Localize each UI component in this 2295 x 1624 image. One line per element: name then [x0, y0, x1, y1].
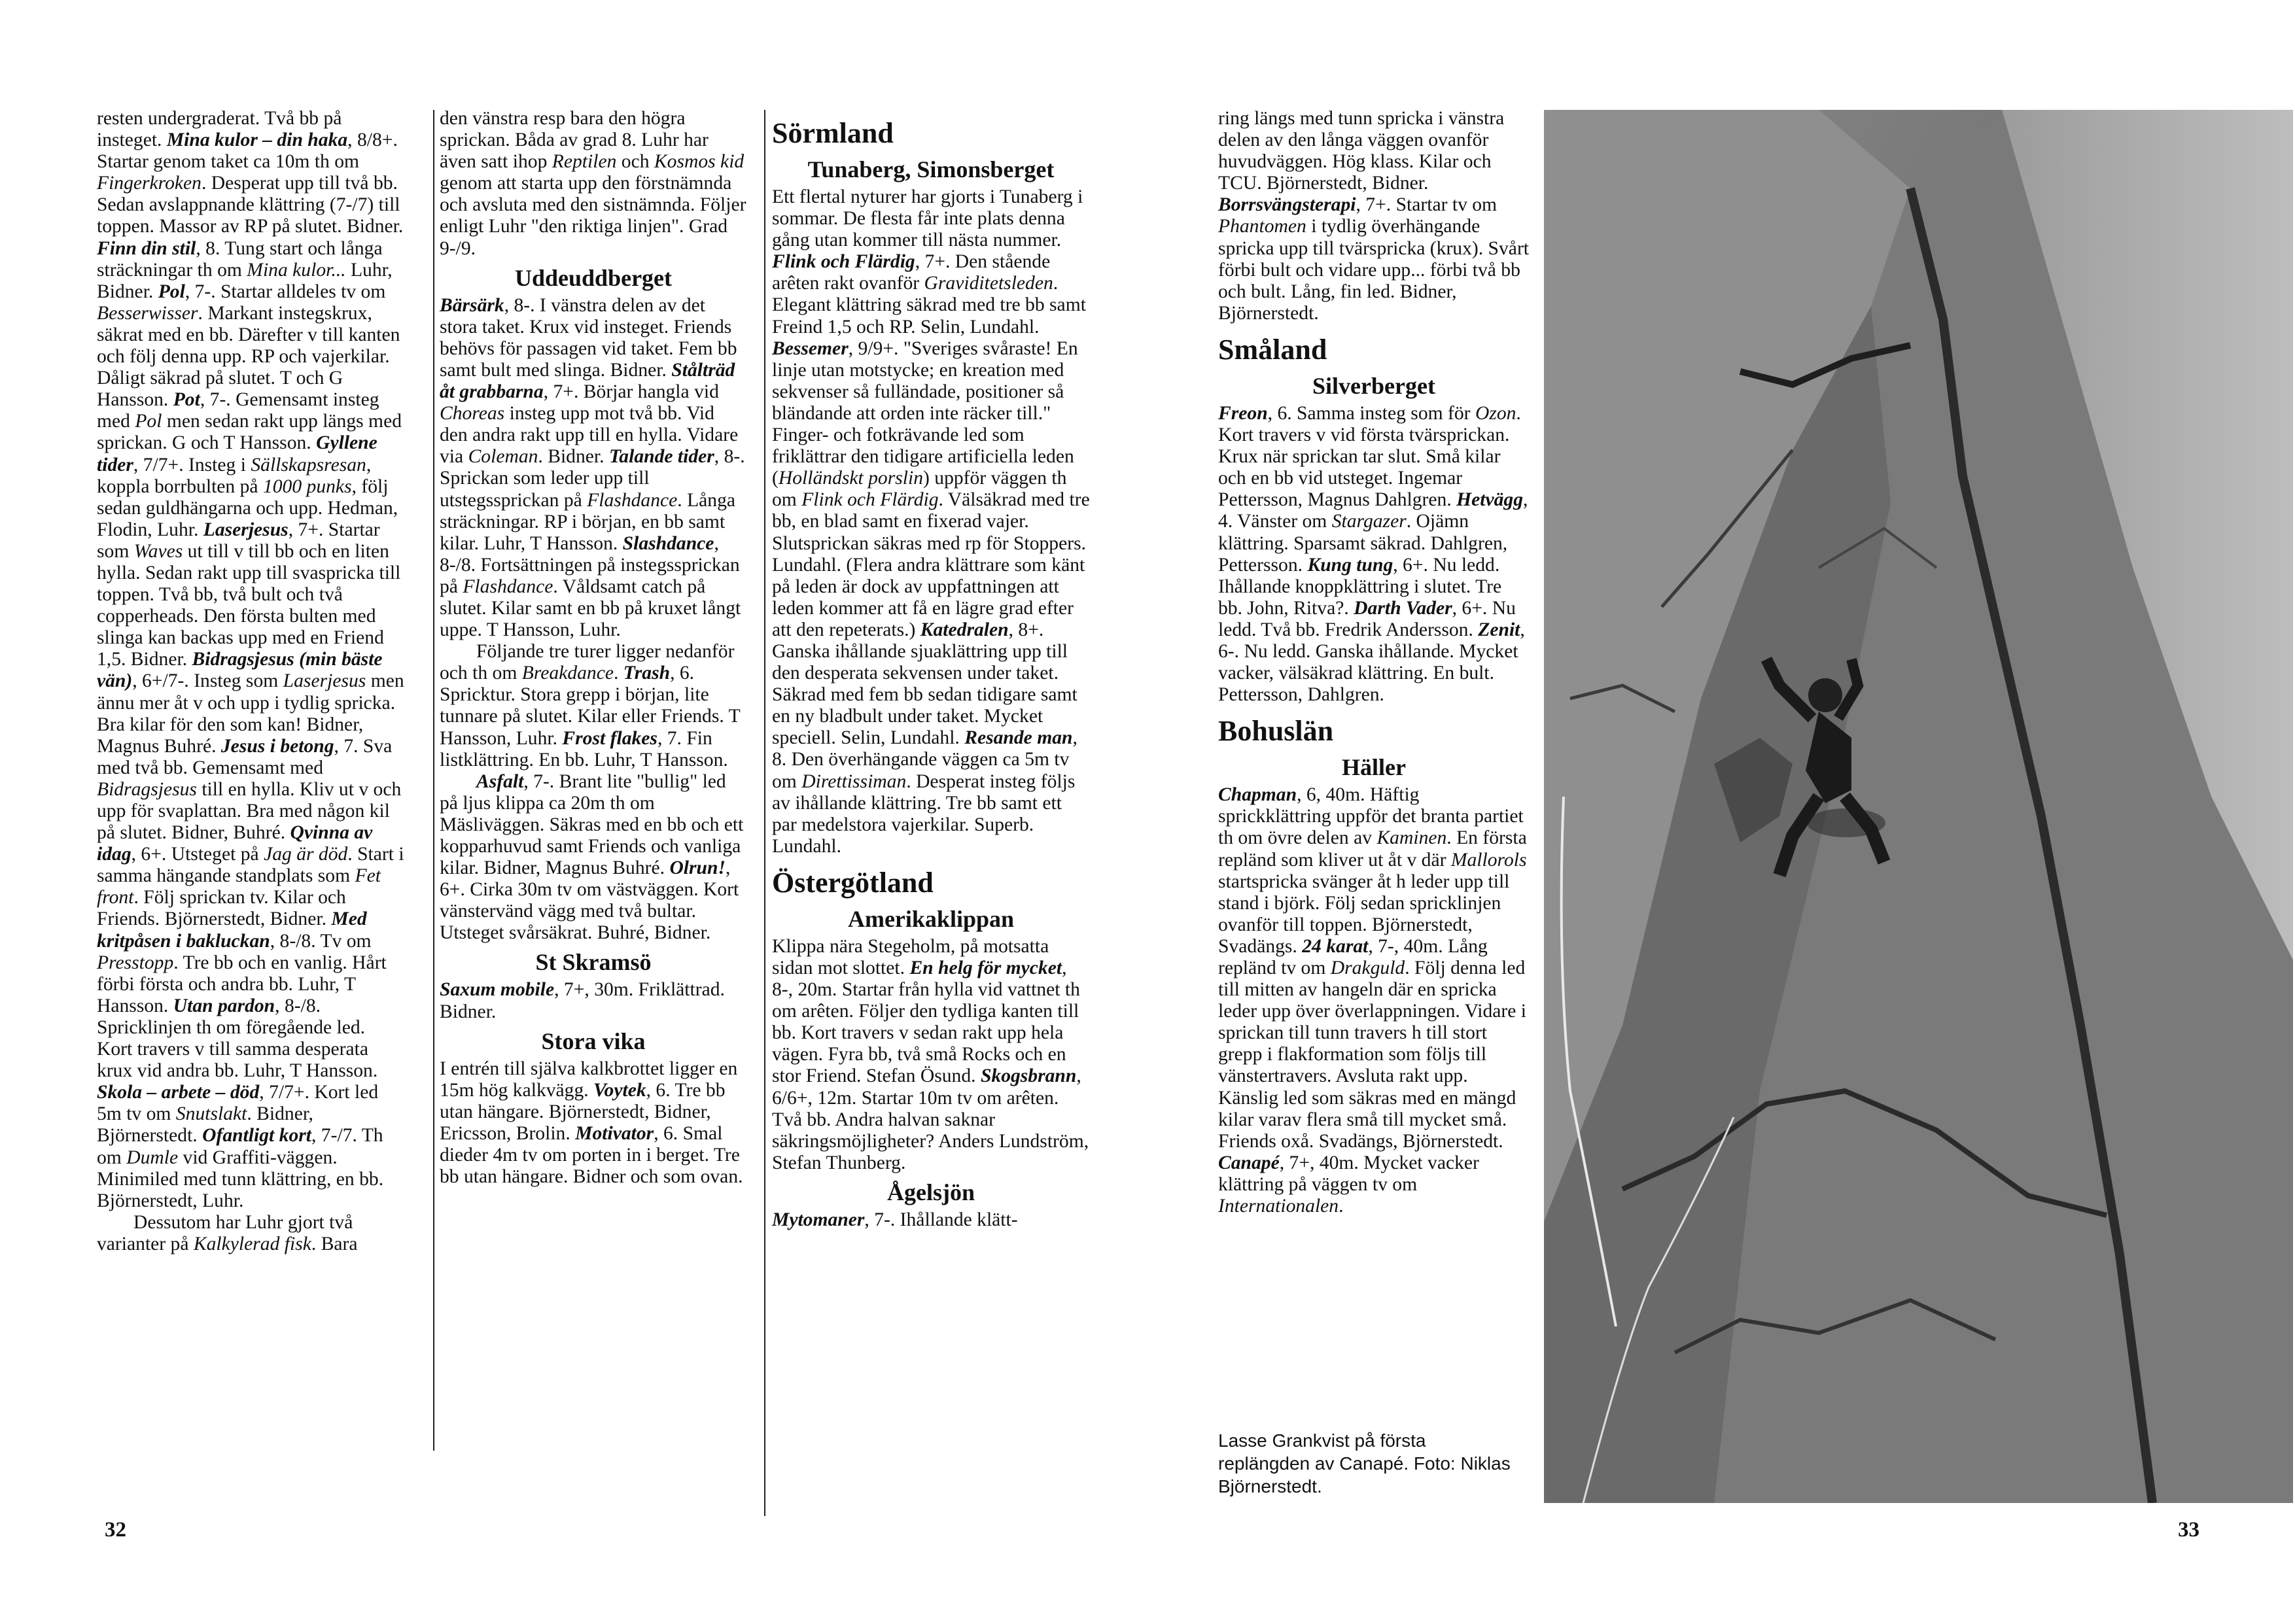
article-column-4: ring längs med tunn spricka i vänstra delen av den långa väggen ovanför huvudväggen. Hög klass. Kilar och TCU. Björnerstedt, Bidner. Borrsvängsterapi, 7+. Startar tv om Phantomen i tydlig överhängande spricka upp till tvärspricka (krux). Svårt förbi bult och vidare upp... förbi två bb och bult. Lång, fin led. Bidner, Björnerstedt. Småland Silverberget Freon, 6. Samma insteg som för Ozon. Kort travers v vid första tvärsprickan. Krux när sprickan tar slut. Små kilar och en bb vid utsteget. Ingemar Pettersson, Magnus Dahlgren. Hetvägg, 4. Vänster om Stargazer. Ojämn klättring. Sparsamt säkrad. Dahlgren, Pettersson. Kung tung, 6+. Nu ledd. Ihållande knoppklättring i slutet. Tre bb. John, Ritva?. Darth Vader, 6+. Nu ledd. Två bb. Fredrik Andersson. Zenit, 6-. Nu ledd. Ganska ihållande. Mycket vacker, välsäkrad klättring. En bult. Pettersson, Dahlgren. Bohuslän Häller Chapman, 6, 40m. Häftig sprickklättring uppför det branta partiet th om övre delen av Kaminen. En första repländ som kliver ut åt v där Mallorols startspricka svänger åt h leder upp till stand i björk. Följ sedan spricklinjen ovanför till toppen. Björnerstedt, Svadängs. 24 karat, 7-, 40m. Lång repländ tv om Drakguld. Följ denna led till mitten av hangeln där en spricka leder upp över överlappningen. Vidare i sprickan till tunn travers h till stort grepp i flakformation som följs till vänstertravers. Avsluta rakt upp. Känslig led som säkras med en mängd kilar varav flera små till mycket små. Friends oxå. Svadängs, Björnerstedt. Canapé, 7+, 40m. Mycket vacker klättring på väggen tv om Internationalen.: [1218, 108, 1530, 1217]
page-number-right: 33: [2178, 1518, 2199, 1542]
climbing-photo: [1544, 110, 2293, 1503]
climber-on-rock-face-image: [1544, 110, 2293, 1503]
column-divider: [433, 110, 434, 1451]
article-column-1: resten undergraderat. Två bb på insteget. Mina kulor – din haka, 8/8+. Startar genom taket ca 10m th om Fingerkroken. Desperat upp till två bb. Sedan avslappnande klättring (7-/7) till toppen. Massor av RP på slutet. Bidner. Finn din stil, 8. Tung start och långa sträckningar th om Mina kulor... Luhr, Bidner. Pol, 7-. Startar alldeles tv om Besserwisser. Markant instegskrux, säkrat med en bb. Därefter v till kanten och följ denna upp. RP och vajerkilar. Dåligt säkrad på slutet. T och G Hansson. Pot, 7-. Gemensamt insteg med Pol men sedan rakt upp längs med sprickan. G och T Hansson. Gyllene tider, 7/7+. Insteg i Sällskapsresan, koppla borrbulten på 1000 punks, följ sedan guldhängarna och upp. Hedman, Flodin, Luhr. Laserjesus, 7+. Startar som Waves ut till v till bb och en liten hylla. Sedan rakt upp till svaspricka till toppen. Två bb, två bult och två copperheads. Den första bulten med slinga kan backas upp med en Friend 1,5. Bidner. Bidragsjesus (min bäste vän), 6+/7-. Insteg som Laserjesus men ännu mer åt v och upp i tydlig spricka. Bra kilar för den som kan! Bidner, Magnus Buhré. Jesus i betong, 7. Sva med två bb. Gemensamt med Bidragsjesus till en hylla. Kliv ut v och upp för svaplattan. Bra med någon kil på slutet. Bidner, Buhré. Qvinna av idag, 6+. Utsteget på Jag är död. Start i samma hängande standplats som Fet front. Följ sprickan tv. Kilar och Friends. Björnerstedt, Bidner. Med kritpåsen i bakluckan, 8-/8. Tv om Presstopp. Tre bb och en vanlig. Hårt förbi första och andra bb. Luhr, T Hansson. Utan pardon, 8-/8. Spricklinjen th om föregående led. Kort travers v till samma desperata krux vid andra bb. Luhr, T Hansson. Skola – arbete – död, 7/7+. Kort led 5m tv om Snutslakt. Bidner, Björnerstedt. Ofantligt kort, 7-/7. Th om Dumle vid Graffiti-väggen. Minimiled med tunn klättring, en bb. Björnerstedt, Luhr. Dessutom har Luhr gjort två varianter på Kalkylerad fisk. Bara: [97, 108, 404, 1254]
article-column-2: den vänstra resp bara den högra sprickan. Båda av grad 8. Luhr har även satt ihop Reptilen och Kosmos kid genom att starta upp den förstnämnda och avsluta med den sistnämnda. Följer enligt Luhr "den riktiga linjen". Grad 9-/9. Uddeuddberget Bärsärk, 8-. I vänstra delen av det stora taket. Krux vid insteget. Friends behövs för passagen vid taket. Fem bb samt bult med slinga. Bidner. Stålträd åt grabbarna, 7+. Börjar hangla vid Choreas insteg upp mot två bb. Vid den andra rakt upp till en hylla. Vidare via Coleman. Bidner. Talande tider, 8-. Sprickan som leder upp till utstegssprickan på Flashdance. Långa sträckningar. RP i början, en bb samt kilar. Luhr, T Hansson. Slashdance, 8-/8. Fortsättningen på instegssprickan på Flashdance. Våldsamt catch på slutet. Kilar samt en bb på kruxet långt uppe. T Hansson, Luhr. Följande tre turer ligger nedanför och th om Breakdance. Trash, 6. Spricktur. Stora grepp i början, lite tunnare på slutet. Kilar eller Friends. T Hansson, Luhr. Frost flakes, 7. Fin listklättring. En bb. Luhr, T Hansson. Asfalt, 7-. Brant lite "bullig" led på ljus klippa ca 20m th om Mäsliväggen. Säkras med en bb och ett kopparhuvud samt Friends och vanliga kilar. Bidner, Magnus Buhré. Olrun!, 6+. Cirka 30m tv om västväggen. Kort vänstervänd vägg med två bultar. Utsteget svårsäkrat. Buhré, Bidner. St Skramsö Saxum mobile, 7+, 30m. Friklättrad. Bidner. Stora vika I entrén till själva kalkbrottet ligger en 15m hög kalkvägg. Voytek, 6. Tre bb utan hängare. Björnerstedt, Bidner, Ericsson, Brolin. Motivator, 6. Smal dieder 4m tv om porten in i berget. Tre bb utan hängare. Bidner och som ovan.: [440, 108, 746, 1188]
photo-caption: Lasse Grankvist på första replängden av Canapé. Foto: Niklas Björnerstedt.: [1218, 1430, 1511, 1496]
article-column-3: Sörmland Tunaberg, Simonsberget Ett flertal nyturer har gjorts i Tunaberg i sommar. De flesta får inte plats denna gång utan kommer till nästa nummer. Flink och Flärdig, 7+. Den stående arêten rakt ovanför Graviditetsleden. Elegant klättring säkrad med tre bb samt Freind 1,5 och RP. Selin, Lundahl. Bessemer, 9/9+. "Sveriges svåraste! En linje utan motstycke; en kreation med sekvenser så fulländade, positioner så bländande att orden inte räcker till." Finger- och fotkrävande led som friklättrar den tidigare artificiella leden (Holländskt porslin) uppför väggen th om Flink och Flärdig. Välsäkrad med tre bb, en blad samt en fixerad vajer. Slutsprickan säkras med rp för Stoppers. Lundahl. (Flera andra klättrare som känt på leden är dock av uppfattningen att leden kommer att få en lägre grad efter att den repeterats.) Katedralen, 8+. Ganska ihållande sjuaklättring upp till den desperata sekvensen under taket. Säkrad med fem bb sedan tidigare samt en ny bladbult under taket. Mycket speciell. Selin, Lundahl. Resande man, 8. Den överhängande väggen ca 5m tv om Direttissiman. Desperat insteg följs av ihållande klättring. Tre bb samt ett par medelstora vajerkilar. Superb. Lundahl. Östergötland Amerikaklippan Klippa nära Stegeholm, på motsatta sidan mot slottet. En helg för mycket, 8-, 20m. Startar från hylla vid vattnet th om arêten. Följer den tydliga kanten till bb. Kort travers v sedan rakt upp hela vägen. Fyra bb, två små Rocks och en stor Friend. Stefan Ösund. Skogsbrann, 6/6+, 12m. Startar 10m tv om arêten. Två bb. Andra halvan saknar säkringsmöjligheter? Anders Lundström, Stefan Thunberg. Ågelsjön Mytomaner, 7-. Ihållande klätt-: [772, 117, 1090, 1230]
column-divider: [764, 110, 765, 1516]
page-number-left: 32: [105, 1518, 126, 1542]
